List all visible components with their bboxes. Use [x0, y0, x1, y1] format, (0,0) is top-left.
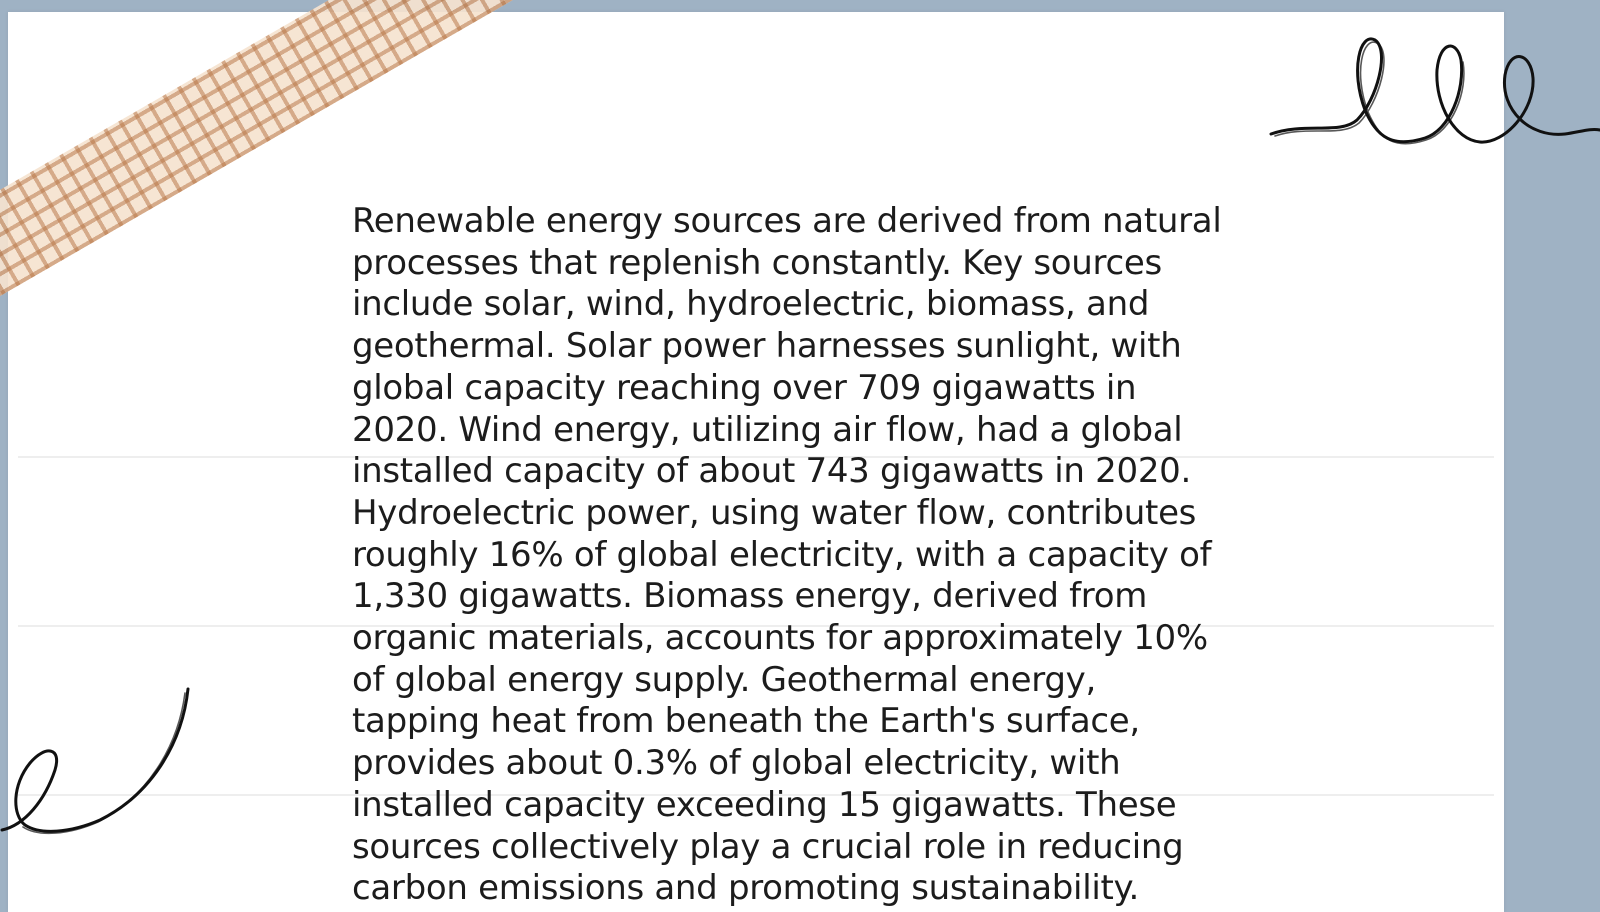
body-paragraph: Renewable energy sources are derived from natural processes that replenish constantly. Key sources include solar, wind, hydroelectric, biomass, and geothermal. Solar power harnesses sunlight, with global capacity reaching over 709 gigawatts in 2020. Wind energy, utilizing air flow, had a global installed capacity of about 743 gigawatts in 2020. Hydroelectric power, using water flow, contributes roughly 16% of global electricity, with a capacity of 1,330 gigawatts. Biomass energy, derived from organic materials, accounts for approximately 10% of global energy supply. Geothermal energy, tapping heat from beneath the Earth's surface, provides about 0.3% of global electricity, with installed capacity exceeding 15 gigawatts. These sources collectively play a crucial role in reducing carbon emissions and promoting sustainability. — [352, 201, 1222, 909]
loop-scribble-doodle — [1265, 30, 1600, 160]
check-swirl-doodle — [0, 685, 200, 845]
